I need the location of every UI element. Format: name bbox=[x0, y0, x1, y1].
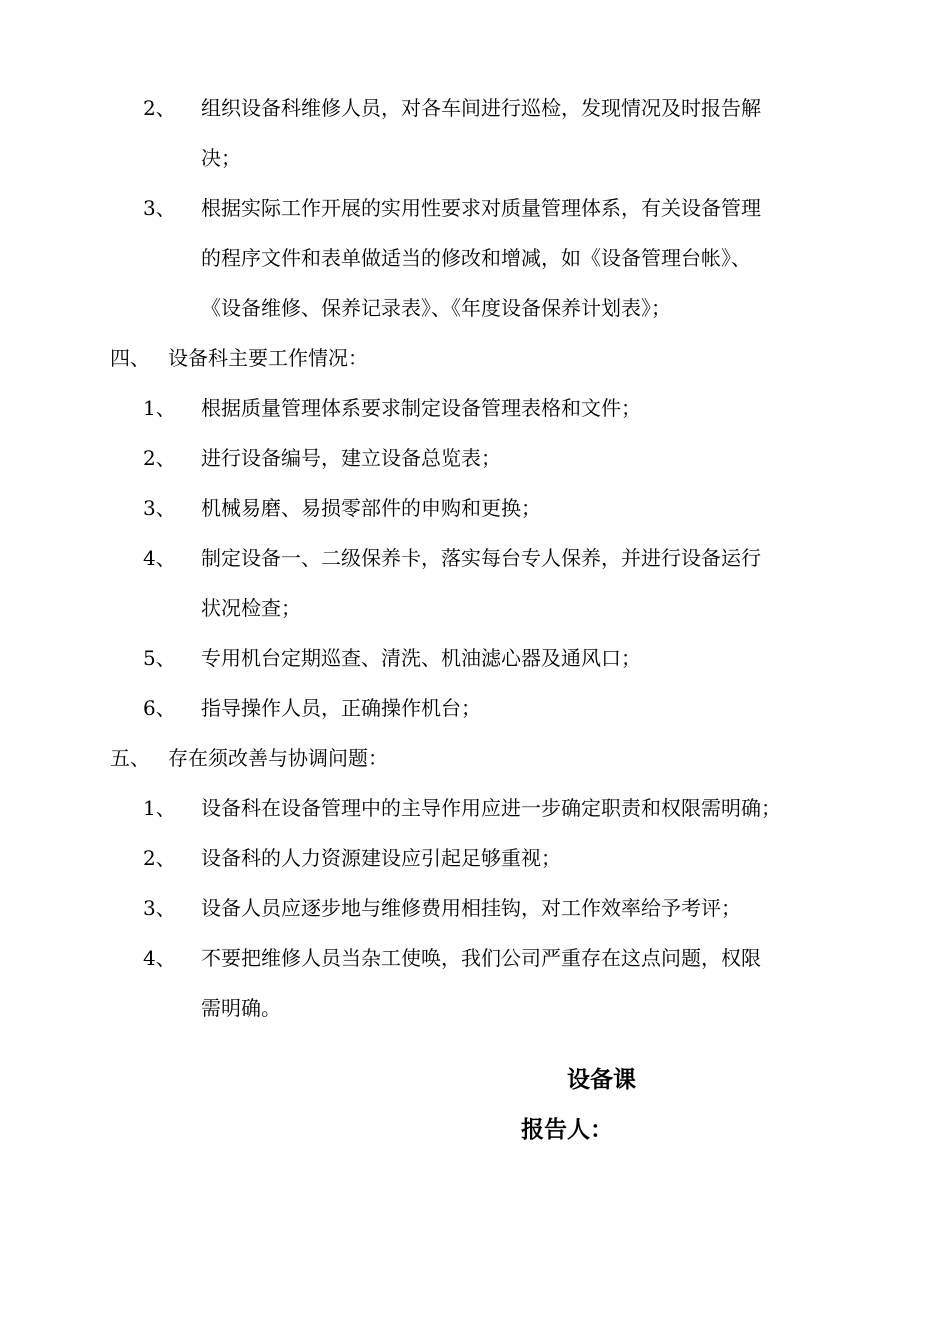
item-text-line: 根据质量管理体系要求制定设备管理表格和文件； bbox=[201, 396, 641, 420]
item-text-line: 组织设备科维修人员，对各车间进行巡检，发现情况及时报告解 bbox=[201, 96, 761, 120]
item-number: 2、 bbox=[143, 846, 176, 870]
item-text-line: 设备科的人力资源建设应引起足够重视； bbox=[201, 846, 561, 870]
item-number: 5、 bbox=[143, 646, 176, 670]
item-text-line: 进行设备编号，建立设备总览表； bbox=[201, 446, 501, 470]
item-number: 1、 bbox=[143, 396, 176, 420]
item-number: 6、 bbox=[143, 696, 176, 720]
section-heading: 设备科主要工作情况： bbox=[168, 346, 368, 370]
item-text-line: 需明确。 bbox=[201, 996, 281, 1020]
item-number: 4、 bbox=[143, 546, 176, 570]
item-text-line: 专用机台定期巡查、清洗、机油滤心器及通风口； bbox=[201, 646, 641, 670]
item-number: 3、 bbox=[143, 196, 176, 220]
item-number: 2、 bbox=[143, 96, 176, 120]
item-text-line: 设备科在设备管理中的主导作用应进一步确定职责和权限需明确； bbox=[201, 796, 781, 820]
department-signature: 设备课 bbox=[567, 1066, 636, 1093]
item-text-line: 的程序文件和表单做适当的修改和增减，如《设备管理台帐》、 bbox=[201, 246, 751, 270]
section-number: 四、 bbox=[110, 346, 150, 370]
item-text-line: 机械易磨、易损零部件的申购和更换； bbox=[201, 496, 541, 520]
item-text-line: 制定设备一、二级保养卡，落实每台专人保养，并进行设备运行 bbox=[201, 546, 761, 570]
item-number: 2、 bbox=[143, 446, 176, 470]
item-number: 4、 bbox=[143, 946, 176, 970]
section-heading: 存在须改善与协调问题： bbox=[168, 746, 388, 770]
reporter-label: 报告人： bbox=[521, 1116, 613, 1143]
item-text-line: 不要把维修人员当杂工使唤，我们公司严重存在这点问题，权限 bbox=[201, 946, 761, 970]
item-number: 3、 bbox=[143, 496, 176, 520]
item-text-line: 状况检查； bbox=[201, 596, 301, 620]
item-text-line: 设备人员应逐步地与维修费用相挂钩，对工作效率给予考评； bbox=[201, 896, 741, 920]
section-number: 五、 bbox=[110, 746, 150, 770]
item-text-line: 根据实际工作开展的实用性要求对质量管理体系，有关设备管理 bbox=[201, 196, 761, 220]
item-text-line: 决； bbox=[201, 146, 241, 170]
item-number: 3、 bbox=[143, 896, 176, 920]
item-text-line: 指导操作人员，正确操作机台； bbox=[201, 696, 481, 720]
item-number: 1、 bbox=[143, 796, 176, 820]
item-text-line: 《设备维修、保养记录表》、《年度设备保养计划表》； bbox=[201, 296, 671, 320]
